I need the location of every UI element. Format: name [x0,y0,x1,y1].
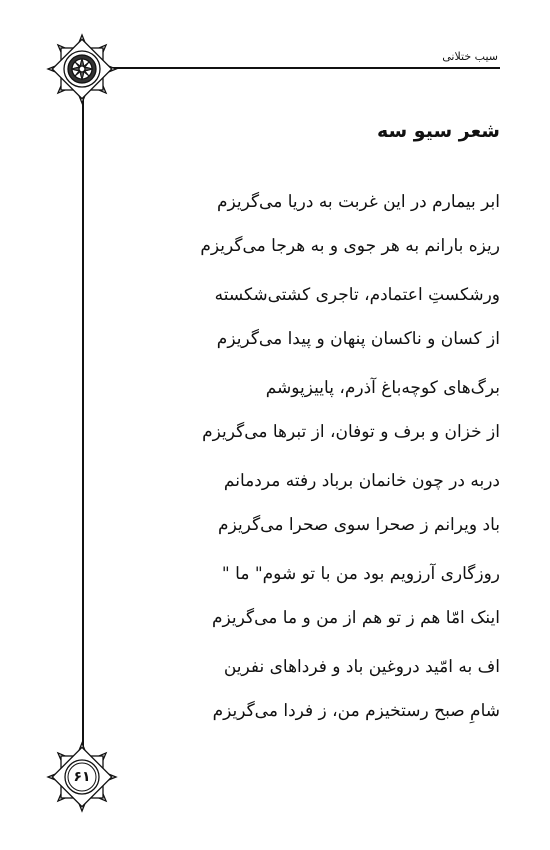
poem-title: شعر سیو سه [376,120,500,142]
verse-line: اینک امّا هم ز تو هم از من و ما می‌گریزم [212,608,500,628]
stanza [140,273,500,366]
verse-line: دربه در چون خانمان برباد رفته مردمانم [223,471,500,491]
running-header: سیب ختلانی [442,50,498,63]
poem-body [140,180,500,738]
verse-line: از کسان و ناکسان پنهان و پیدا می‌گریزم [216,329,500,349]
verse-line: از خزان و برف و توفان، از تبرها می‌گریزم [202,422,500,442]
stanza [140,645,500,738]
verse-line: ورشکستِ اعتمادم، تاجری کشتی‌شکسته [214,285,500,305]
header-rule [82,67,500,69]
verse-line: اف به امّید دروغین باد و فرداهای نفرین [223,657,500,677]
stanza [140,366,500,459]
page-number: ۶۱ [73,769,91,785]
verse-line: روزگاری آرزویم بود من با تو شوم" ما " [221,564,500,584]
stanza [140,180,500,273]
margin-rule [82,67,84,775]
rosette-ornament-icon [46,33,118,105]
verse-line: ریزه بارانم به هر جوی و به هرجا می‌گریزم [200,236,500,256]
stanza [140,552,500,645]
verse-line: برگ‌های کوچه‌باغ آذرم، پاییزپوشم [265,378,500,398]
stanza [140,459,500,552]
verse-line: باد ویرانم ز صحرا سوی صحرا می‌گریزم [218,515,500,535]
verse-line: ابر بیمارم در این غربت به دریا می‌گریزم [216,192,500,212]
verse-line: شامِ صبح رستخیزم من، ز فردا می‌گریزم [212,701,500,721]
